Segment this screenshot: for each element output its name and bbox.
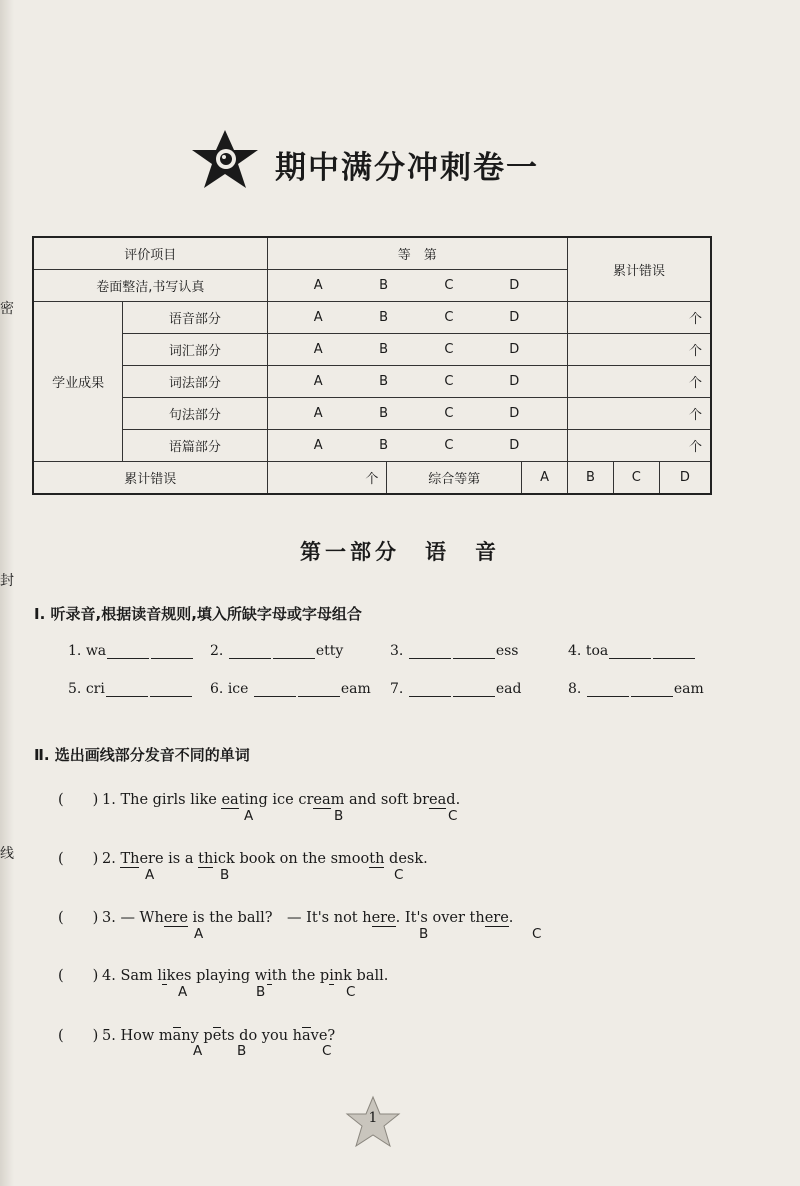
blank-input[interactable] (409, 682, 451, 697)
option-letter-c: C (532, 926, 542, 942)
option-letter-c: C (346, 984, 356, 1000)
option-letter-b: B (256, 984, 266, 1000)
sentence-text: Sam l (120, 968, 163, 984)
fill-item: 6. ice eam (210, 681, 371, 697)
option-letter-c: C (448, 808, 458, 824)
overall-grade-b[interactable]: B (568, 462, 614, 495)
blank-input[interactable] (150, 682, 192, 697)
sentence-text: How m (120, 1028, 173, 1044)
neatness-grades: A B C D (267, 270, 567, 302)
row-label: 语篇部分 (123, 430, 267, 462)
answer-paren[interactable]: ( ) (58, 1028, 99, 1044)
option-letter-a: A (178, 984, 188, 1000)
blank-input[interactable] (106, 682, 148, 697)
sentence-text: ts do you h (221, 1028, 302, 1044)
blank-input[interactable] (653, 644, 695, 659)
sentence-text: ve? (310, 1028, 336, 1044)
option-letter-a: A (194, 926, 204, 942)
blank-input[interactable] (409, 644, 451, 659)
part1-heading: Ⅰ. 听录音,根据读音规则,填入所缺字母或字母组合 (34, 605, 362, 623)
part2-heading: Ⅱ. 选出画线部分发音不同的单词 (34, 746, 250, 764)
fill-item: 5. cri (68, 681, 193, 697)
row-label: 词汇部分 (123, 334, 267, 366)
answer-paren[interactable]: ( ) (58, 968, 99, 984)
page-number-badge (345, 1095, 401, 1153)
marked-segment: ea (313, 792, 331, 808)
sentence-text: . (508, 910, 514, 926)
blank-input[interactable] (453, 682, 495, 697)
fill-item: 1. wa (68, 643, 194, 659)
group-label: 学业成果 (33, 302, 123, 462)
marked-segment: a (302, 1028, 311, 1044)
option-letter-a: A (244, 808, 254, 824)
marked-segment: Th (120, 851, 140, 867)
star-eye-icon (190, 128, 260, 192)
row-grades: A B C D (267, 366, 567, 398)
option-letter-b: B (419, 926, 429, 942)
header-grade: 等 第 (267, 237, 567, 270)
answer-paren[interactable]: ( ) (58, 910, 99, 926)
row-grades: A B C D (267, 430, 567, 462)
blank-input[interactable] (631, 682, 673, 697)
question-row (58, 788, 460, 809)
overall-grade-c[interactable]: C (613, 462, 659, 495)
marked-segment: e (212, 1028, 222, 1044)
evaluation-table (32, 236, 712, 495)
marked-segment: ere (484, 910, 509, 926)
blank-input[interactable] (609, 644, 651, 659)
sentence-text: m and soft br (330, 792, 430, 808)
marked-segment: ea (429, 792, 447, 808)
blank-input[interactable] (298, 682, 340, 697)
margin-char-1: 密 (0, 301, 14, 317)
sentence-text: . It's over th (395, 910, 485, 926)
sentence-text: ny p (181, 1028, 213, 1044)
row-error-count: 个 (568, 334, 712, 366)
marked-segment: i (267, 968, 272, 984)
blank-input[interactable] (273, 644, 315, 659)
marked-segment: th (198, 851, 214, 867)
option-letter-b: B (220, 867, 230, 883)
marked-segment: ere (371, 910, 396, 926)
option-letter-c: C (322, 1043, 332, 1059)
margin-char-3: 线 (0, 846, 14, 862)
blank-input[interactable] (107, 644, 149, 659)
header-item: 评价项目 (33, 237, 267, 270)
row-error-count: 个 (568, 398, 712, 430)
row-error-count: 个 (568, 302, 712, 334)
sentence-text: d. (446, 792, 461, 808)
sentence-text: The girls like (120, 792, 222, 808)
fill-item: 3. ess (390, 643, 519, 659)
row-grades: A B C D (267, 398, 567, 430)
row-error-count: 个 (568, 430, 712, 462)
question-row (58, 964, 388, 985)
overall-grade-label: 综合等第 (387, 462, 522, 495)
overall-grade-a[interactable]: A (522, 462, 568, 495)
row-grades: A B C D (267, 302, 567, 334)
question-row (58, 847, 428, 868)
question-row (58, 906, 513, 927)
total-errors-count: 个 (267, 462, 387, 495)
sentence-text: th the p (271, 968, 330, 984)
marked-segment: th (369, 851, 385, 867)
blank-input[interactable] (254, 682, 296, 697)
margin-char-2: 封 (0, 573, 14, 589)
answer-paren[interactable]: ( ) (58, 792, 99, 808)
total-errors-label: 累计错误 (33, 462, 267, 495)
sentence-text: kes playing w (166, 968, 268, 984)
question-number: 4. (102, 968, 121, 984)
option-letter-a: A (193, 1043, 203, 1059)
sentence-text: — Wh (120, 910, 164, 926)
fill-item: 8. eam (568, 681, 704, 697)
page-edge (0, 0, 14, 1186)
sentence-text: nk ball. (333, 968, 389, 984)
sentence-text: ick book on the smoo (213, 851, 370, 867)
sentence-text: ting ice cr (238, 792, 314, 808)
section-title: 第一部分 语 音 (300, 540, 500, 564)
fill-item: 2. etty (210, 643, 344, 659)
blank-input[interactable] (229, 644, 271, 659)
option-letter-b: B (334, 808, 344, 824)
row-label: 语音部分 (123, 302, 267, 334)
header-errors: 累计错误 (568, 237, 712, 302)
row-label: 句法部分 (123, 398, 267, 430)
fill-item: 7. ead (390, 681, 522, 697)
marked-segment: a (172, 1028, 182, 1044)
marked-segment: ere (163, 910, 188, 926)
question-number: 2. (102, 851, 121, 867)
option-letter-c: C (394, 867, 404, 883)
marked-segment: ea (221, 792, 239, 808)
question-number: 5. (102, 1028, 121, 1044)
page-title: 期中满分冲刺卷一 (275, 150, 539, 186)
row-grades: A B C D (267, 334, 567, 366)
option-letter-a: A (145, 867, 155, 883)
row-error-count: 个 (568, 366, 712, 398)
question-number: 3. (102, 910, 121, 926)
marked-segment: i (162, 968, 167, 984)
question-number: 1. (102, 792, 121, 808)
marked-segment: i (329, 968, 334, 984)
row-label: 词法部分 (123, 366, 267, 398)
answer-paren[interactable]: ( ) (58, 851, 99, 867)
blank-input[interactable] (453, 644, 495, 659)
overall-grade-d[interactable]: D (659, 462, 711, 495)
sentence-text: desk. (384, 851, 428, 867)
page-number: 1 (368, 1110, 378, 1126)
blank-input[interactable] (151, 644, 193, 659)
blank-input[interactable] (587, 682, 629, 697)
title-block (190, 128, 610, 198)
sentence-text: is the ball? — It's not h (187, 910, 372, 926)
question-row (58, 1024, 335, 1045)
option-letter-b: B (237, 1043, 247, 1059)
fill-item: 4. toa (568, 643, 696, 659)
sentence-text: ere is a (139, 851, 199, 867)
neatness-label: 卷面整洁,书写认真 (33, 270, 267, 302)
